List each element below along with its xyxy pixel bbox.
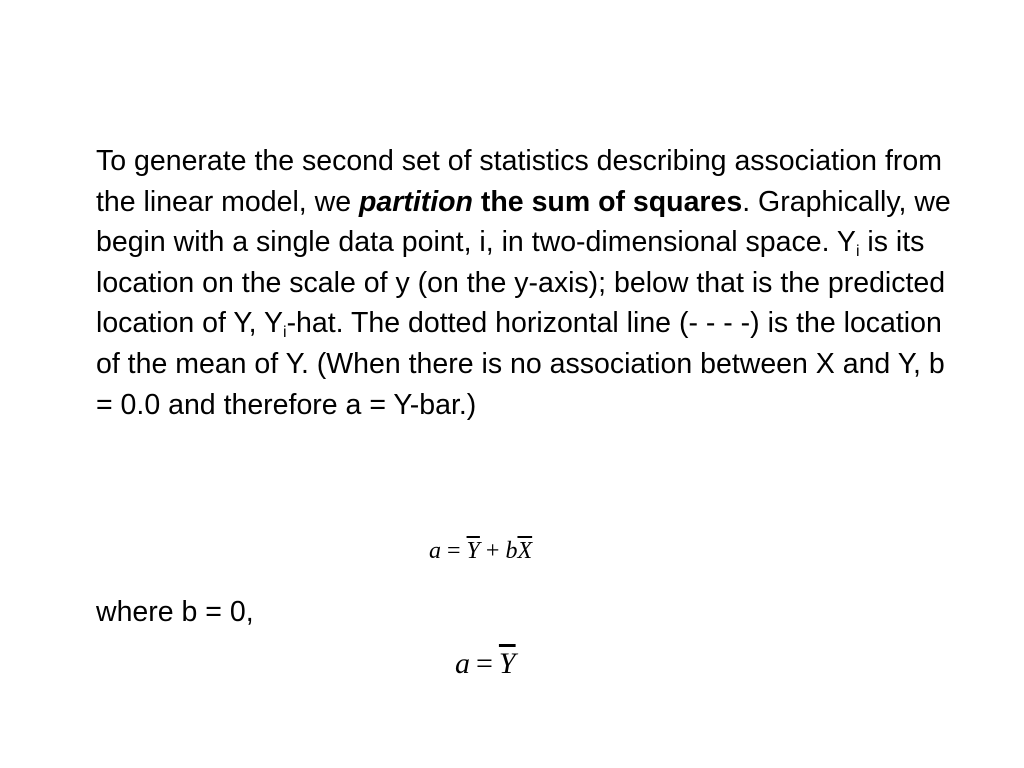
eq1-x-bar: $\overline{X}$ <box>517 538 533 564</box>
equation-intercept <box>429 535 532 567</box>
eq1-y-bar: $\overline{Y}$ <box>466 538 480 564</box>
eq1-lhs: a <box>429 538 441 564</box>
paragraph-text-1: To generate the second set of statistics describing association from the linear model, we <box>96 145 942 218</box>
emphasis-partition: partition <box>358 185 473 218</box>
paragraph-text-4: -hat. The dotted horizontal line (- - - -) is the location of the mean of Y. (When there is no association between X and Y, b = 0.0 and therefore a = Y-bar.) <box>96 307 945 421</box>
eq2-y-bar: $\overline{Y}$ <box>498 647 516 680</box>
eq1-equals: = <box>447 538 461 564</box>
equation-intercept-mean <box>455 646 516 682</box>
eq2-equals: = <box>476 647 493 680</box>
eq1-plus: + <box>485 538 500 564</box>
subscript-i-2: i <box>283 324 287 342</box>
where-text: where b = 0, <box>96 596 254 628</box>
subscript-i-1: i <box>855 243 860 261</box>
eq2-lhs: a <box>455 647 470 680</box>
paragraph-text-2: . Graphically, we begin with a single data point, i, in two-dimensional space. Y <box>96 185 951 259</box>
emphasis-sum-of-squares: the sum of squares <box>472 185 743 218</box>
body-paragraph <box>96 141 956 425</box>
eq1-b: b <box>505 538 518 564</box>
paragraph-text-3: is its location on the scale of y (on the y-axis); below that is the predicted location of Y, Y <box>96 226 946 340</box>
